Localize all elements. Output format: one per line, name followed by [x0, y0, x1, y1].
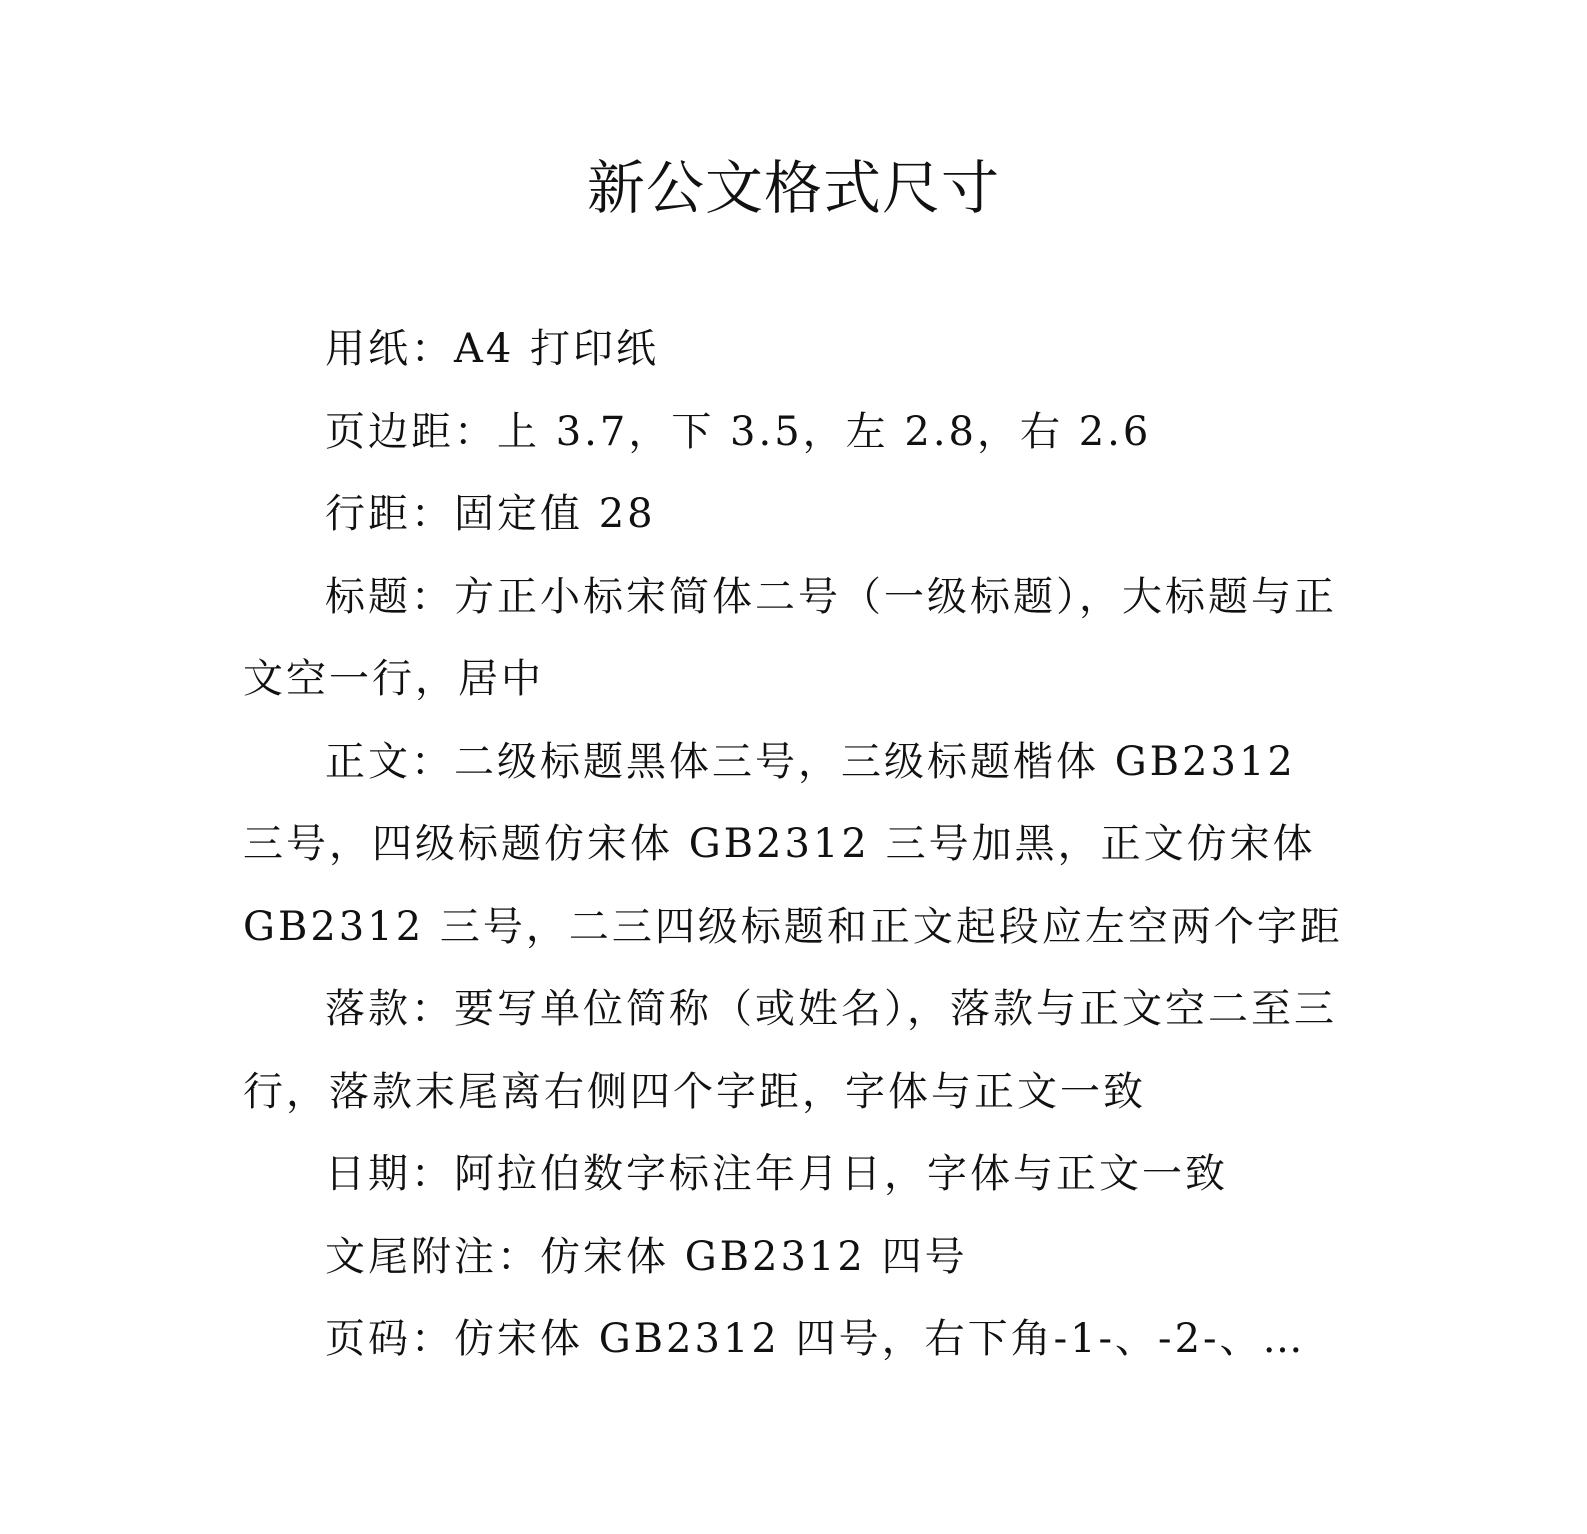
document-body	[243, 308, 1343, 1381]
paragraph-footnote: 文尾附注：仿宋体 GB2312 四号	[325, 1233, 968, 1280]
paragraph-body-format: 正文：二级标题黑体三号，三级标题楷体 GB2312 三号，四级标题仿宋体 GB2312 三号加黑，正文仿宋体 GB2312 三号，二三四级标题和正文起段应左空两个字距	[243, 738, 1343, 950]
paragraph-page-number: 页码：仿宋体 GB2312 四号，右下角-1-、-2-、…	[325, 1316, 1306, 1362]
document-title: 新公文格式尺寸	[586, 154, 1000, 222]
paragraph-line-spacing: 行距：固定值 28	[325, 491, 656, 537]
paragraph-signature: 落款：要写单位简称（或姓名），落款与正文空二至三行，落款末尾离右侧四个字距，字体与正文一致	[243, 986, 1337, 1115]
paragraph-title-format: 标题：方正小标宋简体二号（一级标题），大标题与正文空一行，居中	[243, 573, 1337, 702]
paragraph-paper: 用纸：A4 打印纸	[325, 326, 660, 372]
paragraph-date: 日期：阿拉伯数字标注年月日，字体与正文一致	[325, 1151, 1228, 1197]
paragraph-margins: 页边距：上 3.7，下 3.5，左 2.8，右 2.6	[325, 408, 1152, 455]
